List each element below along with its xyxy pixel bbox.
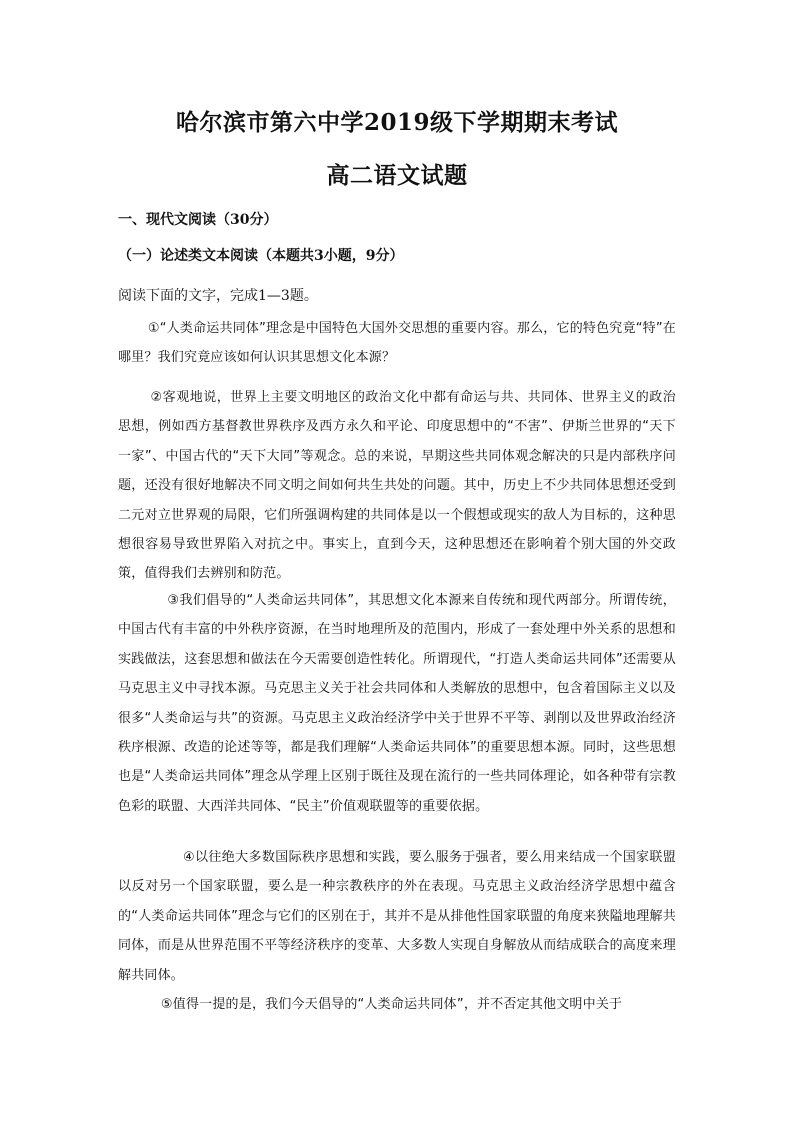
paragraph-2-wrap: [118, 383, 676, 589]
subsection-heading: （一）论述类文本阅读（本题共3小题，9分）: [118, 248, 404, 264]
section-heading-wrap: [118, 209, 676, 229]
exam-subtitle: 高二语文试题: [326, 162, 468, 189]
paragraph-1: ①“人类命运共同体”理念是中国特色大国外交思想的重要内容。那么，它的特色究竟“特”在哪里？我们究竟应该如何认识其思想文化本源？: [118, 321, 676, 366]
paragraph-3-wrap: [118, 586, 676, 821]
paragraph-1-wrap: [118, 314, 676, 373]
paragraph-5: ⑤值得一提的是，我们今天倡导的“人类命运共同体”，并不否定其他文明中关于: [160, 997, 623, 1012]
instruction-wrap: [118, 285, 676, 305]
paragraph-2: ②客观地说，世界上主要文明地区的政治文化中都有命运与共、共同体、世界主义的政治思想，例如西方基督教世界秩序及西方永久和平论、印度思想中的“不害”、伊斯兰世界的“天下一家”、中国古代的“天下大同”等观念。总的来说，早期这些共同体观念解决的只是内部秩序问题，还没有很好地解决不同文明之间如何共生共处的问题。其中，历史上不少共同体思想还受到二元对立世界观的局限，它们所强调构建的共同体是以一个假想或现实的敌人为目标的，这种思想很容易导致世界陷入对抗之中。事实上，直到今天，这种思想还在影响着个别大国的外交政策，值得我们去辨别和防范。: [118, 390, 676, 582]
reading-instruction: 阅读下面的文字，完成1—3题。: [118, 288, 318, 304]
paragraph-4: ④以往绝大多数国际秩序思想和实践，要么服务于强者，要么用来结成一个国家联盟以反对另一个国家联盟，要么是一种宗教秩序的外在表现。马克思主义政治经济学思想中蕴含的“人类命运共同体”理念与它们的区别在于，其并不是从排他性国家联盟的角度来狭隘地理解共同体，而是从世界范围不平等经济秩序的变革、大多数人实现自身解放从而结成联合的高度来理解共同体。: [118, 850, 676, 983]
paragraph-4-wrap: [118, 843, 676, 990]
paragraph-3: ③我们倡导的“人类命运共同体”，其思想文化本源来自传统和现代两部分。所谓传统，中国古代有丰富的中外秩序资源，在当时地理所及的范围内，形成了一套处理中外关系的思想和实践做法，这套思想和做法在今天需要创造性转化。所谓现代，“打造人类命运共同体”还需要从马克思主义中寻找本源。马克思主义关于社会共同体和人类解放的思想中，包含着国际主义以及很多“人类命运与共”的资源。马克思主义政治经济学中关于世界不平等、剥削以及世界政治经济秩序根源、改造的论述等等，都是我们理解“人类命运共同体”的重要思想本源。同时，这些思想也是“人类命运共同体”理念从学理上区别于既往及现在流行的一些共同体理论，如各种带有宗教色彩的联盟、大西洋共同体、“民主”价值观联盟等的重要依据。: [118, 593, 676, 814]
subsection-heading-wrap: [118, 245, 676, 265]
section-heading: 一、现代文阅读（30分）: [118, 212, 278, 228]
exam-title: 哈尔滨市第六中学2019级下学期期末考试: [175, 109, 618, 136]
paragraph-5-wrap: [118, 990, 676, 1019]
